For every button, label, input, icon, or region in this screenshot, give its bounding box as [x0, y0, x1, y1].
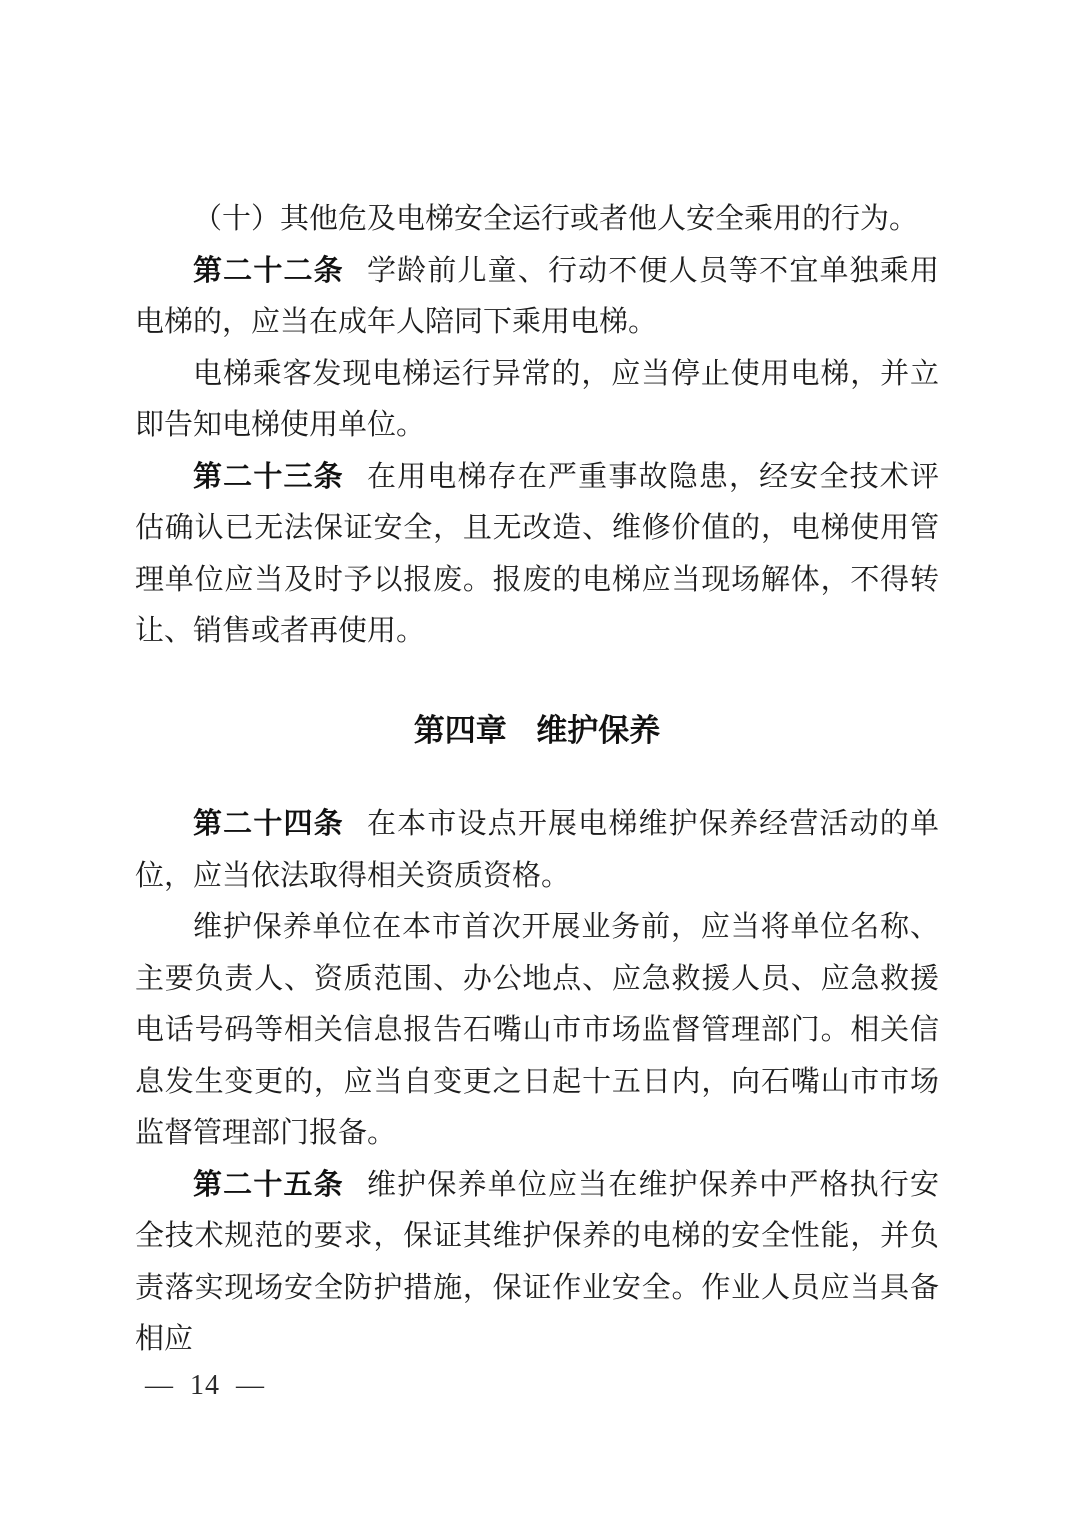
clause-ten-paragraph: （十）其他危及电梯安全运行或者他人安全乘用的行为。 [193, 203, 919, 235]
maintenance-filing-paragraph: 维护保养单位在本市首次开展业务前，应当将单位名称、主要负责人、资质范围、办公地点、应急救援人员、应急救援电话号码等相关信息报告石嘴山市市场监督管理部门。相关信息发生变更的，应当自变更之日起十五日内，向石嘴山市市场监督管理部门报备。 [135, 911, 939, 1149]
article-22-body: 学龄前儿童、行动不便人员等不宜单独乘用电梯的，应当在成年人陪同下乘用电梯。 [135, 254, 939, 338]
article-24-number: 第二十四条 [193, 808, 344, 840]
article-25-body: 维护保养单位应当在维护保养中严格执行安全技术规范的要求，保证其维护保养的电梯的安全性能，并负责落实现场安全防护措施，保证作业安全。作业人员应当具备相应 [135, 1168, 939, 1355]
document-content [135, 194, 939, 1366]
article-23-number: 第二十三条 [193, 460, 344, 493]
page-number-footer: — 14 — [145, 1370, 265, 1401]
passenger-duty-paragraph: 电梯乘客发现电梯运行异常的，应当停止使用电梯，并立即告知电梯使用单位。 [135, 357, 939, 441]
article-25-paragraph [135, 1160, 939, 1366]
article-22-number: 第二十二条 [193, 254, 344, 287]
article-22-paragraph [135, 246, 939, 349]
chapter-title: 维护保养 [536, 712, 661, 748]
article-23-body: 在用电梯存在严重事故隐患，经安全技术评估确认已无法保证安全，且无改造、维修价值的，电梯使用管理单位应当及时予以报废。报废的电梯应当现场解体，不得转让、销售或者再使用。 [135, 460, 939, 647]
article-24-body: 在本市设点开展电梯维护保养经营活动的单位，应当依法取得相关资质资格。 [135, 808, 939, 892]
chapter-4-heading [135, 705, 939, 757]
article-24-paragraph [135, 799, 939, 902]
article-23-paragraph [135, 452, 939, 658]
article-25-number: 第二十五条 [193, 1168, 344, 1201]
chapter-number: 第四章 [413, 712, 507, 748]
